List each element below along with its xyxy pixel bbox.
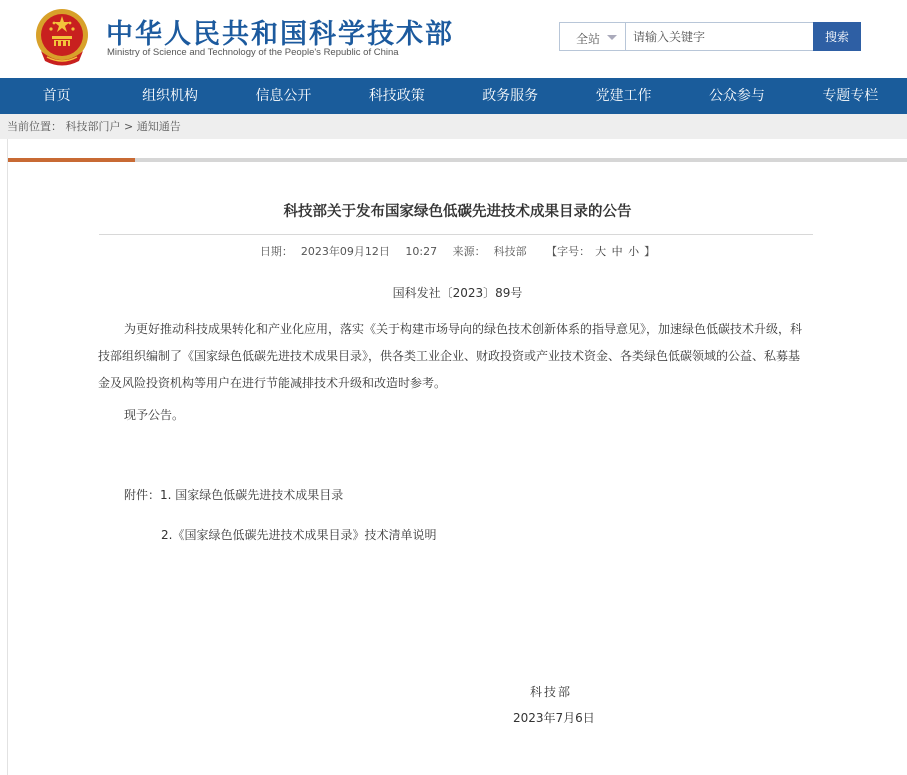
body-paragraph-2	[98, 402, 816, 429]
body-paragraph-1	[98, 316, 816, 397]
nav-item-organization[interactable]: 组织机构	[142, 88, 199, 104]
section-divider-accent	[8, 158, 135, 162]
site-title: 中华人民共和国科学技术部	[106, 19, 454, 50]
chevron-down-icon	[607, 35, 617, 40]
search-scope-select[interactable]	[559, 22, 626, 51]
breadcrumb-current-link[interactable]: 通知通告	[136, 120, 181, 133]
signature-organization: 科技部	[530, 685, 573, 699]
search-input[interactable]	[626, 22, 814, 51]
attachment-link-2[interactable]: 2.《国家绿色低碳先进技术成果目录》技术清单说明	[161, 528, 437, 542]
date-field	[256, 245, 394, 258]
breadcrumb-separator: >	[124, 120, 134, 133]
source-value: 科技部	[493, 245, 527, 258]
nav-item-party-building[interactable]: 党建工作	[595, 88, 652, 104]
attachments-label: 附件：	[124, 488, 161, 502]
breadcrumb-home-link[interactable]: 科技部门户	[65, 120, 121, 133]
font-size-large-link[interactable]: 大	[595, 245, 607, 258]
attachment-row-1	[124, 486, 343, 503]
breadcrumb-label: 当前位置：	[7, 120, 62, 133]
article-meta	[8, 243, 907, 259]
national-emblem-icon[interactable]	[33, 7, 91, 67]
date-label: 日期：	[259, 245, 293, 258]
signature-date: 2023年7月6日	[513, 711, 595, 725]
paragraph-line: 为更好推动科技成果转化和产业化应用，落实《关于构建市场导向的绿色技术创新体系的指导意见》，加速绿色低碳技术升级，科	[124, 322, 803, 336]
title-divider	[99, 234, 813, 235]
paragraph-line: 技部组织编制了《国家绿色低碳先进技术成果目录》，供各类工业企业、财政投资或产业技术资金、各类绿色低碳领域的公益、私募基	[98, 349, 801, 363]
breadcrumb	[0, 114, 907, 139]
document-number: 国科发社〔2023〕89号	[392, 286, 523, 300]
source-field	[449, 245, 531, 258]
article-title: 科技部关于发布国家绿色低碳先进技术成果目录的公告	[283, 204, 632, 220]
nav-item-services[interactable]: 政务服务	[482, 88, 539, 104]
search-scope-value: 全站	[576, 32, 601, 46]
publish-time: 10:27	[405, 245, 438, 258]
nav-item-policy[interactable]: 科技政策	[368, 88, 425, 104]
attachment-row-2	[161, 526, 436, 543]
nav-item-info-disclosure[interactable]: 信息公开	[255, 88, 312, 104]
publish-date: 2023年09月12日	[300, 245, 390, 258]
paragraph-line: 金及风险投资机构等用户在进行节能减排技术升级和改造时参考。	[98, 376, 447, 390]
site-subtitle: Ministry of Science and Technology of the People's Republic of China	[107, 47, 399, 58]
site-header	[0, 0, 907, 78]
font-size-label: 【字号：	[546, 245, 591, 258]
source-label: 来源：	[452, 245, 486, 258]
main-nav	[0, 78, 907, 114]
section-divider	[8, 158, 907, 162]
article-container	[7, 139, 907, 775]
announcement-line: 现予公告。	[124, 408, 185, 422]
nav-item-home[interactable]: 首页	[42, 88, 71, 104]
nav-item-special-topics[interactable]: 专题专栏	[822, 88, 879, 104]
search-button[interactable]: 搜索	[813, 22, 861, 51]
nav-item-public-participation[interactable]: 公众参与	[708, 88, 765, 104]
font-size-control	[542, 245, 659, 258]
font-size-small-link[interactable]: 小	[628, 245, 640, 258]
attachment-link-1[interactable]: 1. 国家绿色低碳先进技术成果目录	[160, 488, 344, 502]
font-size-medium-link[interactable]: 中	[611, 245, 623, 258]
search-box	[559, 22, 861, 51]
font-size-close: 】	[644, 245, 656, 258]
